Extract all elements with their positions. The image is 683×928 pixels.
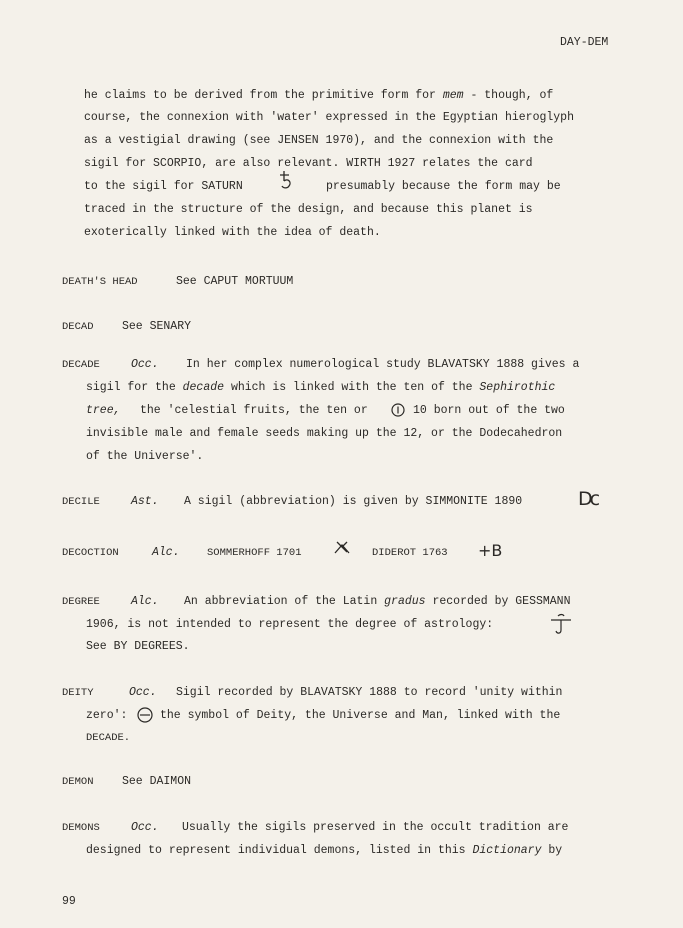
decile-text: A sigil (abbreviation) is given by SIMMONITE 1890 <box>184 495 523 508</box>
entry-tag-decile: Ast. <box>131 495 159 508</box>
entry-tag-decoction: Alc. <box>152 546 180 559</box>
decade-line-3a: tree, <box>86 404 121 417</box>
deity-circle-sigil-icon <box>136 706 154 724</box>
entry-term-deity: DEITY <box>62 687 94 699</box>
entry-tag-deity: Occ. <box>129 686 157 699</box>
decade-line-1: In her complex numerological study BLAVATSKY 1888 gives a <box>186 358 580 371</box>
entry-tag-degree: Alc. <box>131 595 159 608</box>
entry-tag-decade: Occ. <box>131 358 159 371</box>
decoction-ref-2: DIDEROT 1763 <box>372 547 448 559</box>
entry-term-decoction: DECOCTION <box>62 547 119 559</box>
intro-line-4: sigil for SCORPIO, are also relevant. WIRTH 1927 relates the card <box>84 157 533 170</box>
intro-line-6: traced in the structure of the design, and because this planet is <box>84 203 533 216</box>
decade-line-4: invisible male and female seeds making up the 12, or the Dodecahedron <box>86 427 563 440</box>
entry-text-demon: See DAIMON <box>122 775 192 788</box>
decade-line-3c: 10 born out of the two <box>413 404 565 417</box>
entry-text-decad: See SENARY <box>122 320 192 333</box>
intro-line-1: he claims to be derived from the primitive form for mem - though, of <box>84 89 554 102</box>
degree-line-3: See BY DEGREES. <box>86 640 190 653</box>
entry-term-demon: DEMON <box>62 776 94 788</box>
deity-line-1: Sigil recorded by BLAVATSKY 1888 to record 'unity within <box>176 686 563 699</box>
decoction-sigil-1-icon <box>333 539 351 555</box>
deity-line-3: DECADE. <box>86 732 131 744</box>
decade-line-2: sigil for the decade which is linked with the ten of the Sephirothic <box>86 381 556 394</box>
demons-line-2: designed to represent individual demons, listed in this Dictionary by <box>86 844 563 857</box>
running-head: DAY-DEM <box>560 36 609 49</box>
gradus-sigil-icon <box>548 612 574 638</box>
intro-line-2: course, the connexion with 'water' expressed in the Egyptian hieroglyph <box>84 111 574 124</box>
intro-line-5b: presumably because the form may be <box>326 180 561 193</box>
entry-term-decade: DECADE <box>62 359 100 371</box>
entry-term-deaths-head: DEATH'S HEAD <box>62 276 138 288</box>
deity-line-2a: zero': <box>86 709 128 722</box>
decade-circle-sigil-icon <box>390 402 406 418</box>
entry-term-degree: DEGREE <box>62 596 100 608</box>
demons-line-1: Usually the sigils preserved in the occult tradition are <box>182 821 569 834</box>
decoction-ref-1: SOMMERHOFF 1701 <box>207 547 302 559</box>
decoction-sigil-2: +B <box>478 541 503 560</box>
degree-line-2: 1906, is not intended to represent the degree of astrology: <box>86 618 494 631</box>
entry-term-decile: DECILE <box>62 496 100 508</box>
intro-line-3: as a vestigial drawing (see JENSEN 1970), and the connexion with the <box>84 134 554 147</box>
entry-term-demons: DEMONS <box>62 822 100 834</box>
page-number: 99 <box>62 895 76 908</box>
intro-line-5a: to the sigil for SATURN <box>84 180 243 193</box>
entry-text-deaths-head: See CAPUT MORTUUM <box>176 275 294 288</box>
degree-line-1: An abbreviation of the Latin gradus recorded by GESSMANN <box>184 595 571 608</box>
entry-term-decad: DECAD <box>62 321 94 333</box>
entry-tag-demons: Occ. <box>131 821 159 834</box>
decile-sigil: Dc <box>578 488 598 510</box>
decade-line-3b: the 'celestial fruits, the ten or <box>140 404 368 417</box>
saturn-sigil-icon <box>276 168 296 192</box>
deity-line-2b: the symbol of Deity, the Universe and Man, linked with the <box>160 709 561 722</box>
intro-line-7: exoterically linked with the idea of death. <box>84 226 381 239</box>
decade-line-5: of the Universe'. <box>86 450 204 463</box>
